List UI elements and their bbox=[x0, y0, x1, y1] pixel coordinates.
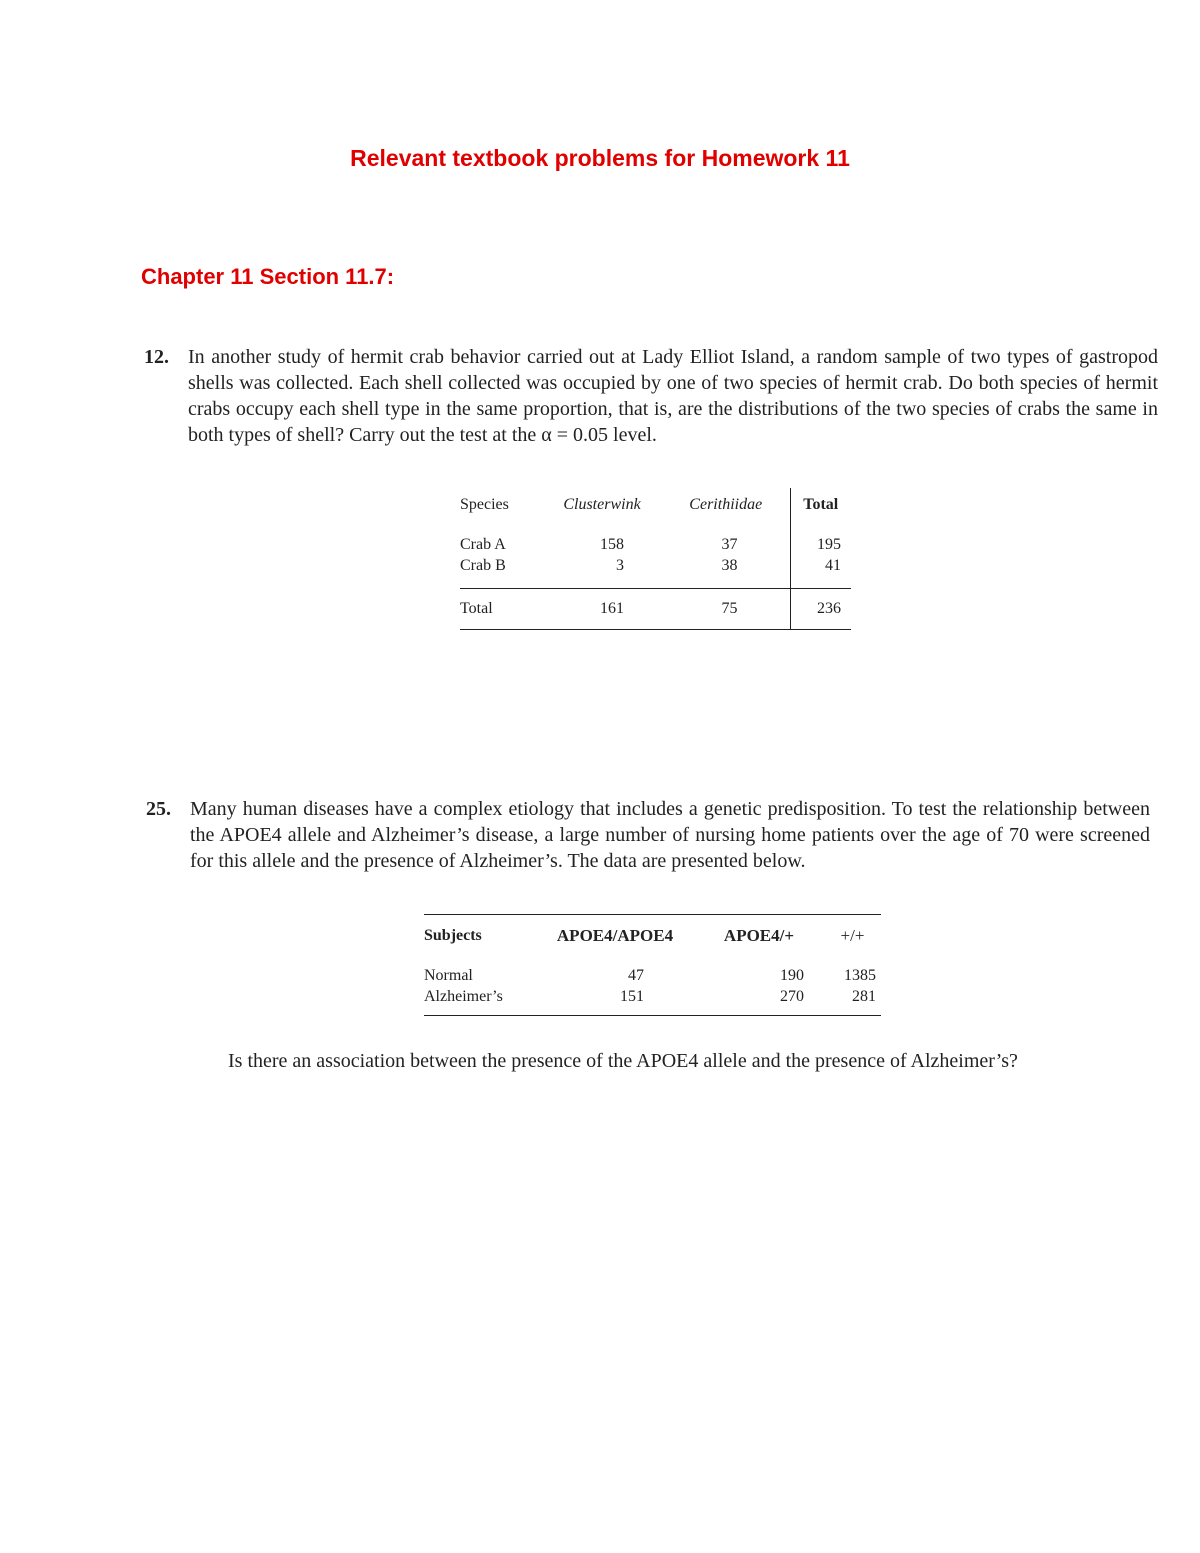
section-heading: Chapter 11 Section 11.7: bbox=[141, 264, 395, 289]
problem-25-question: Is there an association between the presence of the APOE4 allele and the presence of Alzheimer’s? bbox=[228, 1050, 1018, 1072]
table-cell: 1385 bbox=[844, 966, 876, 984]
apoe4-table bbox=[424, 914, 881, 1016]
table-header-row bbox=[460, 488, 851, 522]
table-row bbox=[424, 986, 881, 1007]
table-cell: 195 bbox=[790, 534, 851, 555]
table-cell: Crab B bbox=[460, 556, 506, 574]
table-header-cell: Total bbox=[790, 488, 851, 522]
table-cell: Total bbox=[460, 589, 542, 630]
problem-text: In another study of hermit crab behavior carried out at Lady Elliot Island, a random sample of two types of gastropod shells was collected. Each shell collected was occupied by one of two species of hermit crab. Do both species of hermit crabs occupy each shell type in the same proportion, that is, are the distributions of the two species of crabs the same in both types of shell? Carry out the test at the α = 0.05 level. bbox=[188, 346, 1158, 446]
table-row bbox=[460, 555, 851, 576]
table-cell: 190 bbox=[780, 966, 804, 984]
table-header-cell: Subjects bbox=[424, 927, 482, 944]
table-cell: 75 bbox=[662, 589, 790, 630]
table-cell: Crab A bbox=[460, 535, 506, 553]
table-cell: 151 bbox=[620, 987, 644, 1005]
page-title: Relevant textbook problems for Homework 11 bbox=[350, 145, 850, 171]
table-header-cell: Species bbox=[460, 496, 509, 513]
table-cell: Alzheimer’s bbox=[424, 987, 503, 1005]
table-total-row bbox=[460, 589, 851, 630]
table-header-cell: Clusterwink bbox=[563, 496, 641, 513]
table-header-cell: APOE4/APOE4 bbox=[556, 926, 674, 945]
table-cell: 37 bbox=[721, 535, 738, 553]
table-cell: 281 bbox=[852, 987, 876, 1005]
table-header-row bbox=[424, 915, 881, 958]
table-header-cell: APOE4/+ bbox=[723, 926, 795, 945]
problem-number: 12. bbox=[144, 346, 169, 368]
hermit-crab-table bbox=[460, 488, 851, 630]
problem-25 bbox=[146, 796, 1150, 874]
table-cell: 236 bbox=[790, 589, 851, 630]
table-cell: Normal bbox=[424, 966, 473, 984]
table-header-cell: Cerithiidae bbox=[689, 496, 763, 513]
table-cell: 3 bbox=[616, 556, 624, 574]
problem-number: 25. bbox=[146, 798, 171, 820]
table-cell: 270 bbox=[780, 987, 804, 1005]
problem-12 bbox=[144, 344, 1158, 448]
table-header-cell: +/+ bbox=[840, 926, 865, 945]
table-cell: 161 bbox=[542, 589, 662, 630]
table-cell: 47 bbox=[628, 966, 644, 984]
table-row bbox=[460, 534, 851, 555]
problem-text: Many human diseases have a complex etiology that includes a genetic predisposition. To test the relationship between the APOE4 allele and Alzheimer’s disease, a large number of nursing home patients over the age of 70 were screened for this allele and the presence of Alzheimer’s. The data are presented below. bbox=[190, 798, 1150, 872]
table-cell: 158 bbox=[600, 535, 624, 553]
table-cell: 41 bbox=[790, 555, 851, 576]
table-cell: 38 bbox=[721, 556, 738, 574]
table-row bbox=[424, 965, 881, 986]
